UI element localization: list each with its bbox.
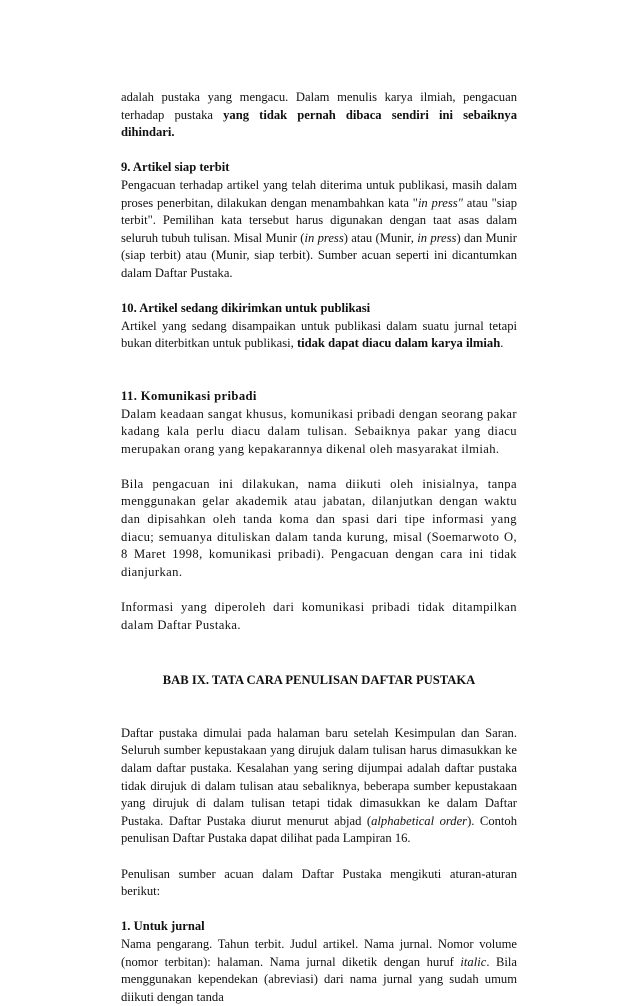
section-11-paragraph-2: Bila pengacuan ini dilakukan, nama diikuti oleh inisialnya, tanpa menggunakan gelar akademik atau jabatan, dilanjutkan dengan waktu dan dipisahkan oleh tanda koma dan spasi dari tipe informasi yang diacu; semuanya dituliskan dalam tanda kurung, misal (Soemarwoto O, 8 Maret 1998, komunikasi pribadi). Pengacuan dengan cara ini tidak dianjurkan. [121,476,517,579]
section-heading-11: 11. Komunikasi pribadi [121,388,257,403]
in-press-term: in press [304,230,344,245]
chapter-paragraph-1 [121,725,517,848]
section-11-paragraph-3: Informasi yang diperoleh dari komunikasi pribadi tidak ditampilkan dalam Daftar Pustaka. [121,600,517,632]
section-9-text: ) dan Munir (siap terbit) atau (Munir, siap terbit). Sumber acuan seperti ini dicantumkan dalam Daftar Pustaka. [121,230,517,280]
document-page [121,89,517,1006]
section-9-text: Pengacuan terhadap artikel yang telah diterima untuk publikasi, masih dalam proses penerbitan, dilakukan dengan menambahkan kata " [121,177,517,210]
section-11-paragraph-1: Dalam keadaan sangat khusus, komunikasi pribadi dengan seorang pakar kadang kala perlu diacu dalam tulisan. Sebaiknya pakar yang diacu merupakan orang yang kepakarannya dikenal oleh masyarakat ilmiah. [121,406,517,456]
chapter-text: Nama pengarang. Tahun terbit. Judul artikel. Nama jurnal. Nomor volume (nomor terbitan): halaman. Nama jurnal diketik dengan huruf [121,936,517,969]
subheading-jurnal: 1. Untuk jurnal [121,919,205,934]
section-heading-9: 9. Artikel siap terbit [121,160,230,175]
chapter-text: . Bila menggunakan kependekan (abreviasi) dari nama jurnal yang sudah umum diikuti dengan tanda [121,954,517,1004]
intro-bold-text: yang tidak pernah dibaca sendiri ini sebaiknya dihindari. [121,107,517,140]
intro-text: adalah pustaka yang mengacu. Dalam menulis karya ilmiah, pengacuan terhadap pustaka [121,90,517,122]
chapter-text: Daftar pustaka dimulai pada halaman baru setelah Kesimpulan dan Saran. Seluruh sumber kepustakaan yang dirujuk dalam tulisan harus dimasukkan ke dalam daftar pustaka. Kesalahan yang sering dijumpai adalah daftar pustaka tidak dirujuk di dalam tulisan atau sebaliknya, beberapa sumber kepustakaan yang dirujuk di dalam tulisan tetapi tidak dimasukkan ke dalam Daftar Pustaka. Daftar Pustaka diurut menurut abjad ( [121,725,517,828]
chapter-title: BAB IX. TATA CARA PENULISAN DAFTAR PUSTAKA [162,673,476,688]
section-10-paragraph [121,318,517,353]
section-9-text: atau "siap terbit". Pemilihan kata tersebut harus digunakan dengan taat asas dalam seluruh tubuh tulisan. Misal Munir ( [121,195,517,245]
section-heading-10: 10. Artikel sedang dikirimkan untuk publikasi [121,301,371,316]
in-press-term: in press [417,230,457,245]
chapter-text: ). Contoh penulisan Daftar Pustaka dapat dilihat pada Lampiran 16. [121,813,518,846]
section-9-text: ) atau (Munir, [343,230,418,245]
section-9-paragraph [121,177,517,283]
section-10-text: Artikel yang sedang disampaikan untuk publikasi dalam suatu jurnal tetapi bukan diterbitkan untuk publikasi, [121,318,517,351]
section-11 [121,388,517,634]
chapter-paragraph-2: Penulisan sumber acuan dalam Daftar Pustaka mengikuti aturan-aturan berikut: [121,866,517,899]
italic-term: italic [460,954,487,969]
in-press-term: in press" [417,195,463,210]
section-10-text: . [500,336,504,351]
intro-paragraph [121,89,517,142]
section-10-bold-text: tidak dapat diacu dalam karya ilmiah [296,336,501,351]
chapter-paragraph-3 [121,936,517,1006]
alphabetical-order-term: alphabetical order [371,813,468,828]
